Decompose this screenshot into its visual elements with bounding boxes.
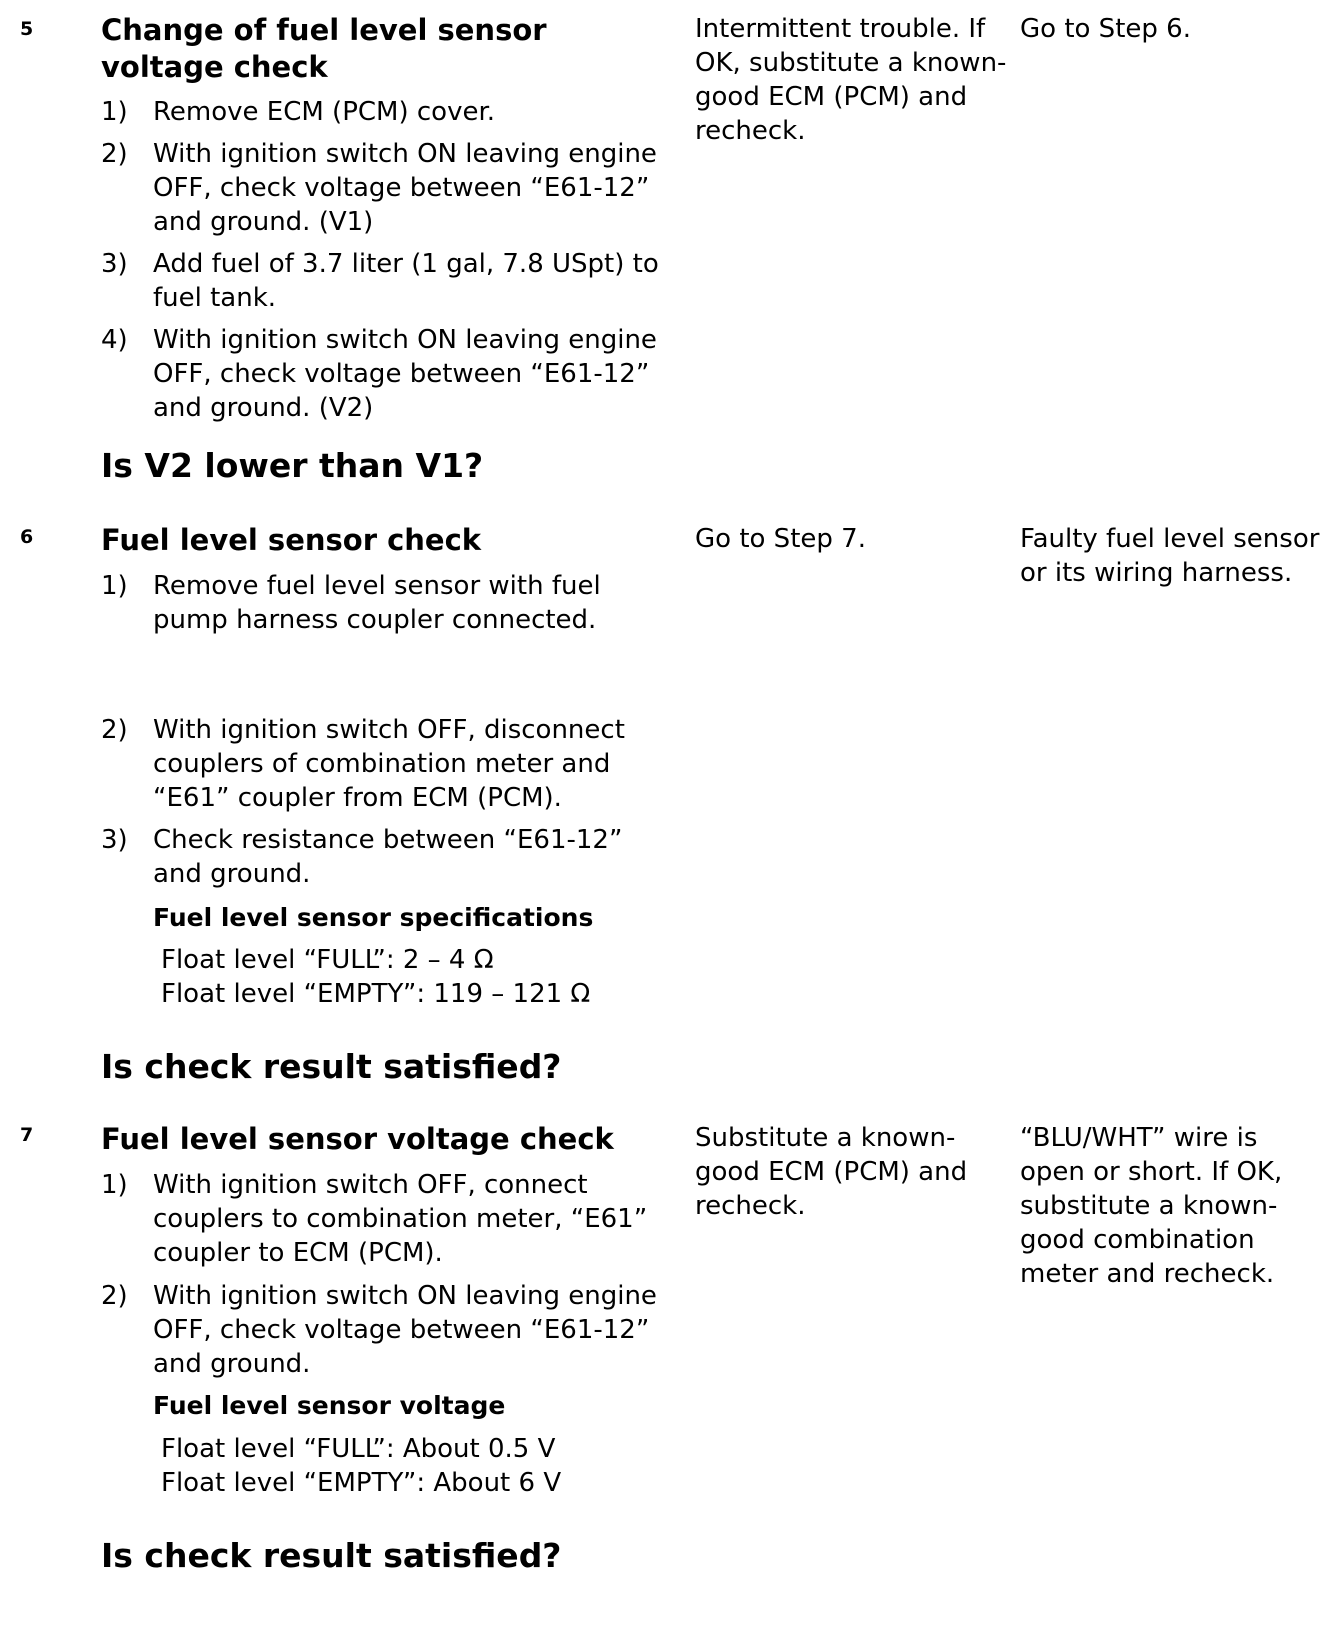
yes-result: Intermittent trouble. If OK, substitute a known-good ECM (PCM) and recheck. xyxy=(695,14,1007,146)
item-text: Remove fuel level sensor with fuel pump harness coupler connected. xyxy=(153,571,601,635)
yes-result: Go to Step 7. xyxy=(695,524,866,554)
procedure-item xyxy=(101,569,671,637)
item-text: Remove ECM (PCM) cover. xyxy=(153,97,496,127)
item-number: 4) xyxy=(101,325,128,355)
procedure-item xyxy=(101,247,671,315)
item-text: With ignition switch ON leaving engine OFF, check voltage between “E61-12” and ground. xyxy=(153,1281,657,1379)
spec-line: Float level “FULL”: About 0.5 V xyxy=(161,1434,556,1464)
item-number: 1) xyxy=(101,97,128,127)
item-number: 1) xyxy=(101,571,128,601)
step-number: 5 xyxy=(20,18,34,40)
spec-line: Float level “EMPTY”: 119 – 121 Ω xyxy=(161,979,591,1009)
item-number: 2) xyxy=(101,1281,128,1311)
procedure-item xyxy=(101,713,671,815)
step-question: Is V2 lower than V1? xyxy=(101,446,484,485)
step-title: Change of fuel level sensor voltage check xyxy=(101,13,547,84)
procedure-item xyxy=(101,823,671,891)
item-number: 1) xyxy=(101,1170,128,1200)
spec-line: Float level “EMPTY”: About 6 V xyxy=(161,1468,562,1498)
no-result: “BLU/WHT” wire is open or short. If OK, substitute a known-good combination meter and recheck. xyxy=(1020,1123,1283,1289)
no-result: Go to Step 6. xyxy=(1020,14,1191,44)
item-text: Add fuel of 3.7 liter (1 gal, 7.8 USpt) to fuel tank. xyxy=(153,249,659,313)
item-text: Check resistance between “E61-12” and ground. xyxy=(153,825,623,889)
step-number: 7 xyxy=(20,1124,34,1146)
item-number: 2) xyxy=(101,715,128,745)
spec-line: Float level “FULL”: 2 – 4 Ω xyxy=(161,945,494,975)
step-question: Is check result satisfied? xyxy=(101,1047,562,1086)
item-number: 3) xyxy=(101,249,128,279)
procedure-item xyxy=(101,1168,671,1270)
procedure-item xyxy=(101,137,671,239)
procedure-item xyxy=(101,95,671,129)
spec-heading: Fuel level sensor specifications xyxy=(153,903,594,932)
procedure-item xyxy=(101,1279,671,1381)
step-title: Fuel level sensor check xyxy=(101,523,482,557)
yes-result: Substitute a known-good ECM (PCM) and recheck. xyxy=(695,1123,968,1221)
item-number: 3) xyxy=(101,825,128,855)
item-text: With ignition switch OFF, disconnect couplers of combination meter and “E61” coupler from ECM (PCM). xyxy=(153,715,625,813)
item-text: With ignition switch OFF, connect couplers to combination meter, “E61” coupler to ECM (PCM). xyxy=(153,1170,648,1268)
item-number: 2) xyxy=(101,139,128,169)
no-result: Faulty fuel level sensor or its wiring harness. xyxy=(1020,524,1320,588)
step-number: 6 xyxy=(20,526,34,548)
spec-heading: Fuel level sensor voltage xyxy=(153,1391,506,1420)
step-title: Fuel level sensor voltage check xyxy=(101,1122,614,1156)
step-question: Is check result satisfied? xyxy=(101,1536,562,1575)
item-text: With ignition switch ON leaving engine OFF, check voltage between “E61-12” and ground. (V2) xyxy=(153,325,657,423)
procedure-item xyxy=(101,323,671,425)
item-text: With ignition switch ON leaving engine OFF, check voltage between “E61-12” and ground. (V1) xyxy=(153,139,657,237)
